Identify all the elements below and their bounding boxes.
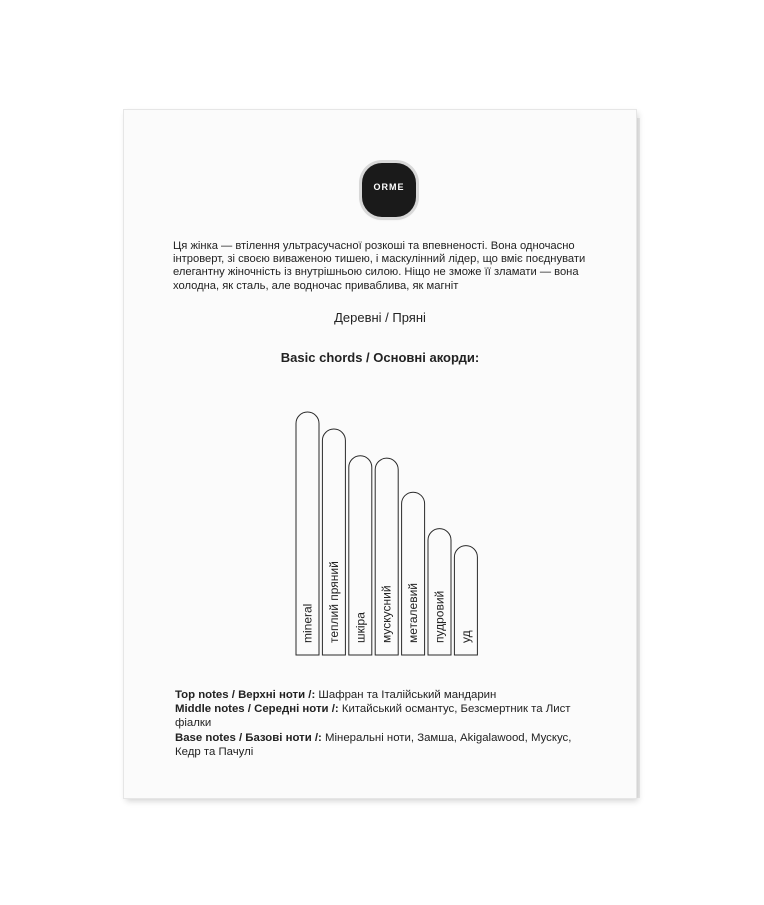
middle-notes-value: Китайський османтус, Безсмертник та Лист фіалки [175, 703, 571, 730]
middle-notes-row [175, 702, 595, 730]
chords-chart [124, 110, 636, 670]
chord-bar-label: mineral [300, 603, 315, 643]
base-notes-value: Мінеральні ноти, Замша, Akigalawood, Мускус, Кедр та Пачулі [175, 731, 572, 758]
logo-text: ORME [373, 182, 405, 192]
notes-list [175, 688, 595, 759]
top-notes-label: Top notes / Верхні ноти /: [175, 689, 316, 701]
chord-bar-label: уд [458, 630, 473, 643]
chord-bar-label: мускусний [379, 585, 394, 643]
chord-bar-label: пудровий [432, 590, 447, 643]
top-notes-row [175, 688, 595, 702]
chord-bar-label: шкіра [353, 612, 368, 643]
base-notes-label: Base notes / Базові ноти /: [175, 731, 322, 744]
card-side-edge [636, 118, 640, 798]
middle-notes-label: Middle notes / Середні ноти /: [175, 703, 339, 716]
base-notes-row [175, 731, 595, 759]
chord-bar-label: теплий пряний [326, 561, 341, 643]
fragrance-category: Деревні / Пряні [334, 310, 426, 325]
chords-title: Basic chords / Основні акорди: [280, 350, 480, 365]
top-notes-value: Шафран та Італійський мандарин [318, 689, 497, 701]
chord-bar-label: металевий [406, 582, 421, 643]
fragrance-description: Ця жінка — втілення ультрасучасної розкоші та впевненості. Вона одночасно інтроверт, зі своєю виваженою тишею, і маскулінний лідер, що вміє поєднувати елегантну жіночність із внутрішньою силою. Ніщо не зможе її зламати — вона холодна, як сталь, але водночас приваблива, як магніт [173, 240, 586, 292]
fragrance-card [124, 110, 636, 798]
